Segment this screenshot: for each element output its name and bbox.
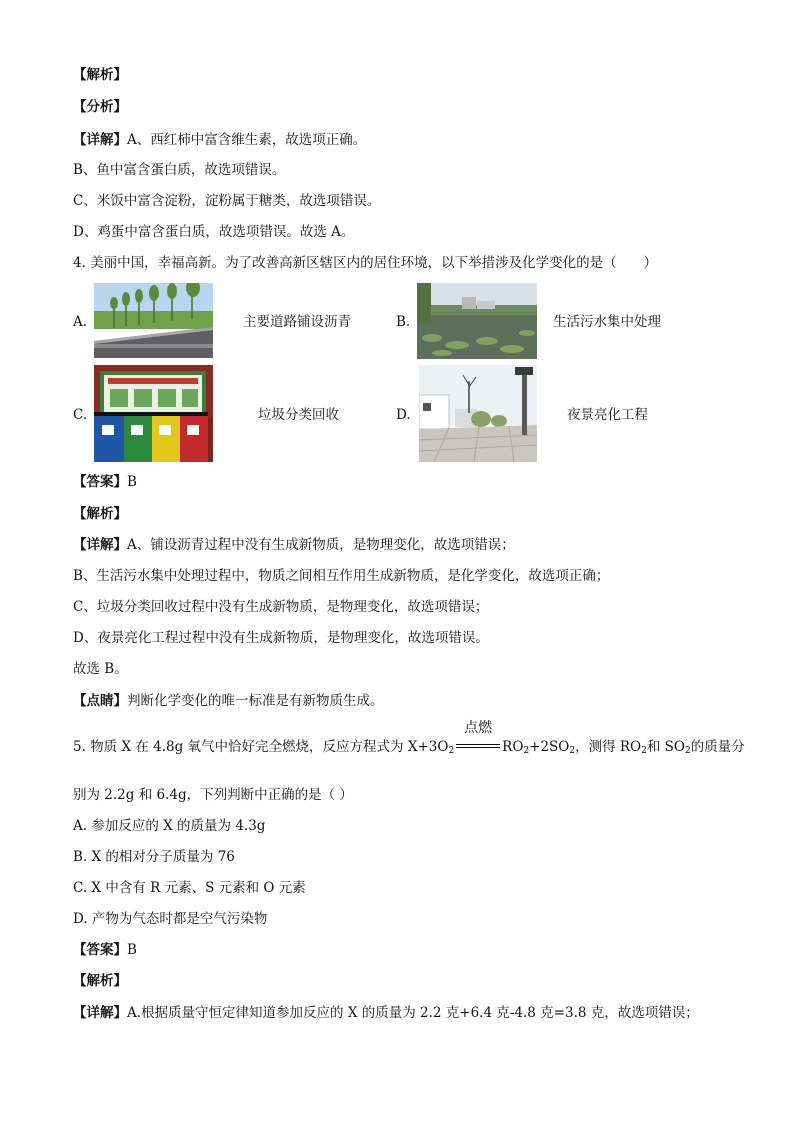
q4-stem: 4. 美丽中国，幸福高新。为了改善高新区辖区内的居住环境，以下举措涉及化学变化的是（ ） bbox=[73, 255, 658, 271]
q4-xiangjie-tag: 【详解】 bbox=[73, 537, 127, 553]
q4-answer bbox=[73, 473, 137, 491]
q4-option-a-caption: 主要道路铺设沥青 bbox=[243, 314, 351, 330]
q4-option-d-letter: D. bbox=[396, 407, 411, 423]
q4-detail-line-4: D、夜景亮化工程过程中没有生成新物质，是物理变化，故选项错误。 bbox=[73, 630, 489, 646]
q5-option-d: D. 产物为气态时都是空气污染物 bbox=[73, 911, 268, 927]
q5-option-b: B. X 的相对分子质量为 76 bbox=[73, 849, 235, 865]
q5-answer bbox=[73, 941, 137, 959]
q5-xiangjie-tag: 【详解】 bbox=[73, 1005, 127, 1021]
q5-stem-line-1 bbox=[73, 720, 745, 756]
q4-option-c-letter: C. bbox=[73, 407, 88, 423]
q5-stem-part5: 的质量分 bbox=[690, 739, 745, 755]
q5-detail-line-1 bbox=[73, 1004, 699, 1022]
q5-sub-o2: 2 bbox=[448, 746, 455, 756]
q4-conclusion: 故选 B。 bbox=[73, 661, 128, 677]
q3-fenxi-heading: 【分析】 bbox=[73, 99, 127, 115]
q5-option-a: A. 参加反应的 X 的质量为 4.3g bbox=[73, 818, 266, 834]
q4-jiexi-heading: 【解析】 bbox=[73, 506, 127, 522]
q5-stem-part3: ，测得 RO bbox=[575, 739, 642, 755]
q3-jiexi-heading: 【解析】 bbox=[73, 67, 127, 83]
q3-detail-line-3: C、米饭中富含淀粉，淀粉属于糖类，故选项错误。 bbox=[73, 193, 381, 209]
q4-line-a: A、铺设沥青过程中没有生成新物质，是物理变化，故选项错误； bbox=[127, 537, 515, 553]
q4-option-b-letter: B. bbox=[396, 314, 411, 330]
q5-answer-value: B bbox=[127, 942, 137, 958]
q5-reaction-arrow bbox=[456, 720, 500, 753]
recycling-bins-photo bbox=[94, 365, 213, 462]
q4-option-d-caption: 夜景亮化工程 bbox=[567, 407, 648, 423]
q4-dianjing bbox=[73, 692, 384, 710]
plaza-lamp-photo bbox=[419, 365, 537, 462]
q5-line-a: A.根据质量守恒定律知道参加反应的 X 的质量为 2.2 克+6.4 克-4.8 克=3.8 克，故选项错误； bbox=[127, 1005, 699, 1021]
q4-option-a-letter: A. bbox=[73, 314, 88, 330]
q5-jiexi-heading: 【解析】 bbox=[73, 973, 127, 989]
q4-option-c-caption: 垃圾分类回收 bbox=[258, 407, 339, 423]
q5-reaction-condition: 点燃 bbox=[464, 720, 493, 736]
q5-stem-part1: 5. 物质 X 在 4.8g 氧气中恰好完全燃烧，反应方程式为 X+3O bbox=[73, 739, 449, 755]
pond-photo bbox=[417, 283, 537, 359]
q5-eq-ro: RO bbox=[502, 739, 524, 755]
road-photo bbox=[94, 283, 213, 358]
q3-detail-line-2: B、鱼中富含蛋白质，故选项错误。 bbox=[73, 162, 286, 178]
q4-answer-tag: 【答案】 bbox=[73, 474, 127, 490]
q5-stem-part4: 和 SO bbox=[646, 739, 685, 755]
q5-sub-so2b: 2 bbox=[684, 746, 691, 756]
q5-sub-ro2b: 2 bbox=[641, 746, 647, 756]
q3-detail-line-4: D、鸡蛋中富含蛋白质，故选项错误。故选 A。 bbox=[73, 224, 355, 240]
q4-option-b-caption: 生活污水集中处理 bbox=[553, 314, 661, 330]
q5-stem-line-2: 别为 2.2g 和 6.4g，下列判断中正确的是（ ） bbox=[73, 787, 353, 803]
q4-dianjing-tag: 【点睛】 bbox=[73, 693, 127, 709]
q4-detail-line-1 bbox=[73, 536, 515, 554]
q4-answer-value: B bbox=[127, 474, 137, 490]
q5-sub-so2: 2 bbox=[569, 746, 576, 756]
q5-answer-tag: 【答案】 bbox=[73, 942, 127, 958]
q3-detail-line-1 bbox=[73, 131, 366, 149]
q5-eq-line-bottom bbox=[456, 747, 500, 748]
q4-detail-line-2: B、生活污水集中处理过程中，物质之间相互作用生成新物质，是化学变化，故选项正确； bbox=[73, 568, 610, 584]
q5-eq-line-top bbox=[456, 744, 500, 745]
q5-sub-ro2: 2 bbox=[523, 746, 530, 756]
q4-dianjing-text: 判断化学变化的唯一标准是有新物质生成。 bbox=[127, 693, 384, 709]
q4-detail-line-3: C、垃圾分类回收过程中没有生成新物质，是物理变化，故选项错误； bbox=[73, 599, 489, 615]
q3-xiangjie-tag: 【详解】 bbox=[73, 132, 127, 148]
q5-stem-part2: +2SO bbox=[529, 739, 570, 755]
q3-line-a: A、西红柿中富含维生素，故选项正确。 bbox=[127, 132, 367, 148]
q5-option-c: C. X 中含有 R 元素、S 元素和 O 元素 bbox=[73, 880, 306, 896]
